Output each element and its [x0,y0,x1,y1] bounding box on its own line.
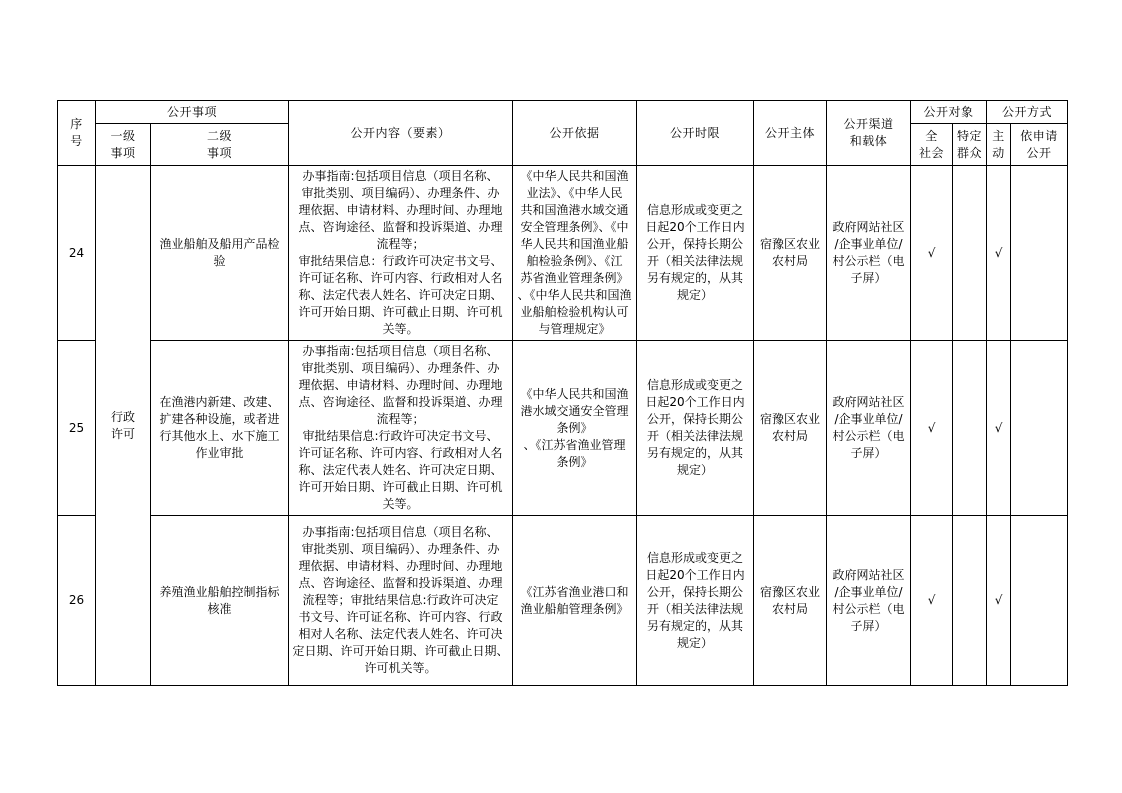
table-row [58,516,1068,686]
header-content: 公开内容（要素） [289,101,513,166]
row-method-request-check [1011,341,1068,516]
table-row [58,341,1068,516]
row-content: 办事指南:包括项目信息（项目名称、 审批类别、项目编码）、办理条件、办 理依据、申请材料、办理时间、办理地 点、咨询途径、监督和投诉渠道、办理 流程等； 审批结果信息:行政许可决定书文号、 许可证名称、许可内容、行政相对人名 称、法定代表人姓名、许可决定日期、 许可开始日期、许可截止日期、许可机 关等。 [289,341,513,516]
row-method-request-check [1011,166,1068,341]
row-subject: 宿豫区农业 农村局 [754,516,827,686]
row-target-all-check: √ [911,516,953,686]
row-time-limit: 信息形成或变更之 日起20个工作日内 公开，保持长期公 开（相关法律法规 另有规定的，从其 规定） [637,166,754,341]
header-subject: 公开主体 [754,101,827,166]
row-content: 办事指南:包括项目信息（项目名称、 审批类别、项目编码）、办理条件、办 理依据、申请材料、办理时间、办理地 点、咨询途径、监督和投诉渠道、办理 流程等；审批结果信息:行政许可决定 书文号、许可证名称、许可内容、行政 相对人名称、法定代表人姓名、许可决 定日期、许可开始日期、许可截止日期、 许可机关等。 [289,516,513,686]
row-method-active-check: √ [987,516,1011,686]
group-label: 行政 许可 [96,166,151,686]
row-basis: 《中华人民共和国渔 业法》、《中华人民 共和国渔港水域交通 安全管理条例》、《中 华人民共和国渔业船 舶检验条例》、《江 苏省渔业管理条例》 、《中华人民共和国渔 业船舶检验机构认可 与管理规定》 [513,166,637,341]
row-item: 养殖渔业船舶控制指标 核准 [151,516,289,686]
row-target-specific-check [953,516,987,686]
row-channel: 政府网站社区 /企事业单位/ 村公示栏（电 子屏） [827,516,911,686]
row-target-specific-check [953,166,987,341]
disclosure-table [57,100,1068,686]
row-channel: 政府网站社区 /企事业单位/ 村公示栏（电 子屏） [827,341,911,516]
row-item: 在渔港内新建、改建、 扩建各种设施，或者进 行其他水上、水下施工 作业审批 [151,341,289,516]
header-target-all: 全 社会 [911,124,953,166]
row-time-limit: 信息形成或变更之 日起20个工作日内 公开，保持长期公 开（相关法律法规 另有规定的，从其 规定） [637,341,754,516]
table-row [58,166,1068,341]
header-method: 公开方式 [987,101,1068,124]
row-method-request-check [1011,516,1068,686]
row-method-active-check: √ [987,166,1011,341]
row-target-specific-check [953,341,987,516]
row-target-all-check: √ [911,341,953,516]
row-seq: 24 [58,166,96,341]
header-level1: 一级 事项 [96,124,151,166]
header-method-request: 依申请 公开 [1011,124,1068,166]
header-target-specific: 特定 群众 [953,124,987,166]
header-target: 公开对象 [911,101,987,124]
header-method-active: 主 动 [987,124,1011,166]
header-seq: 序 号 [58,101,96,166]
header-time-limit: 公开时限 [637,101,754,166]
row-subject: 宿豫区农业 农村局 [754,341,827,516]
row-content: 办事指南:包括项目信息（项目名称、 审批类别、项目编码）、办理条件、办 理依据、申请材料、办理时间、办理地 点、咨询途径、监督和投诉渠道、办理 流程等； 审批结果信息：行政许可决定书文号、 许可证名称、许可内容、行政相对人名 称、法定代表人姓名、许可决定日期、 许可开始日期、许可截止日期、许可机 关等。 [289,166,513,341]
row-basis: 《中华人民共和国渔 港水域交通安全管理 条例》 、《江苏省渔业管理 条例》 [513,341,637,516]
row-target-all-check: √ [911,166,953,341]
header-public-items: 公开事项 [96,101,289,124]
row-basis: 《江苏省渔业港口和 渔业船舶管理条例》 [513,516,637,686]
row-item: 渔业船舶及船用产品检 验 [151,166,289,341]
row-method-active-check: √ [987,341,1011,516]
header-level2: 二级 事项 [151,124,289,166]
row-seq: 26 [58,516,96,686]
header-channel: 公开渠道 和载体 [827,101,911,166]
row-seq: 25 [58,341,96,516]
row-time-limit: 信息形成或变更之 日起20个工作日内 公开，保持长期公 开（相关法律法规 另有规定的，从其 规定） [637,516,754,686]
header-basis: 公开依据 [513,101,637,166]
row-subject: 宿豫区农业 农村局 [754,166,827,341]
row-channel: 政府网站社区 /企事业单位/ 村公示栏（电 子屏） [827,166,911,341]
